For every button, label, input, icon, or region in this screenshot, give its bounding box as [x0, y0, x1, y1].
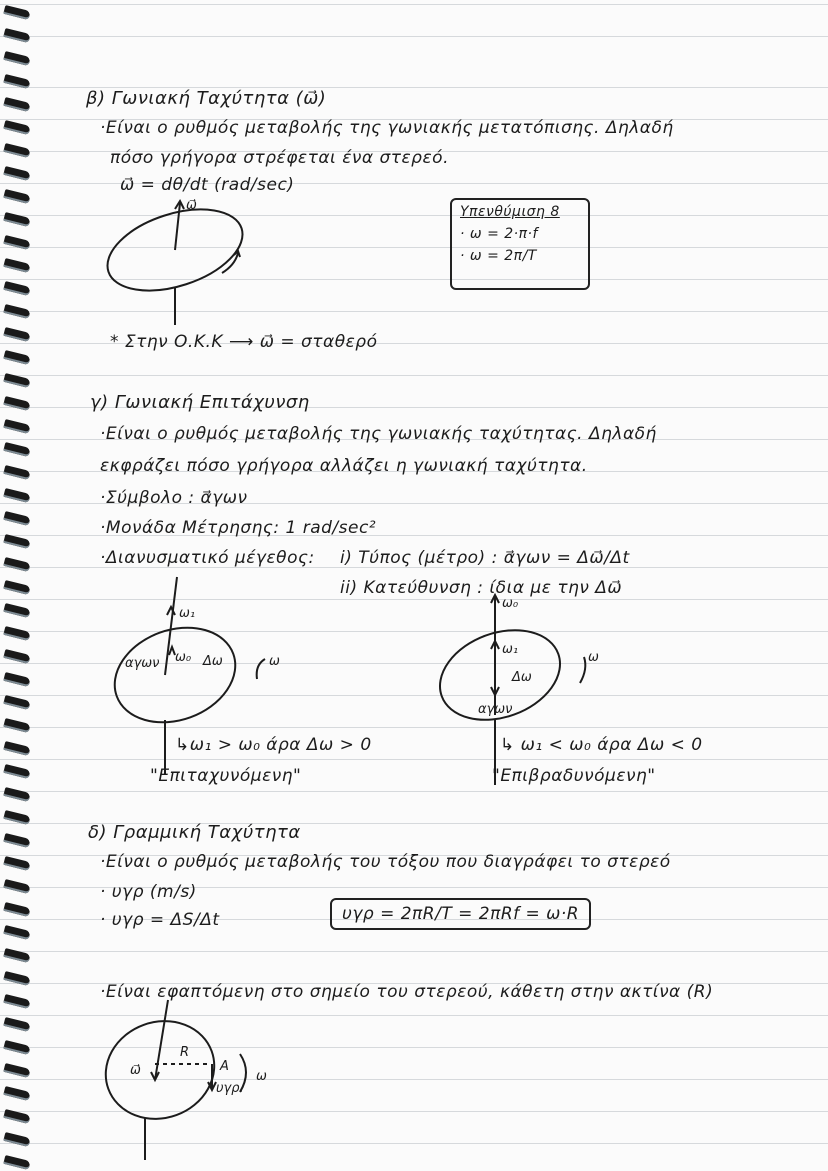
svg-text:Δω: Δω — [512, 670, 532, 685]
section-b-note: * Στην Ο.Κ.Κ ⟶ ω⃗ = σταθερό — [110, 332, 378, 352]
svg-text:ω⃗: ω⃗ — [186, 198, 197, 213]
section-d-heading: δ) Γραμμική Ταχύτητα — [88, 822, 301, 843]
spiral-ring — [3, 626, 30, 641]
spiral-ring — [3, 1109, 30, 1124]
spiral-ring — [3, 465, 30, 480]
section-c-vector: ·Διανυσματικό μέγεθος: — [100, 548, 315, 568]
spiral-ring — [3, 718, 30, 733]
spiral-ring — [3, 1063, 30, 1078]
spiral-ring — [3, 833, 30, 848]
accelerating-caption: ↳ω₁ > ω₀ άρα Δω > 0 — [175, 735, 372, 755]
spiral-ring — [3, 557, 30, 572]
section-c-heading: γ) Γωνιακή Επιτάχυνση — [90, 392, 310, 413]
spiral-ring — [3, 580, 30, 595]
decelerating-caption: ↳ ω₁ < ω₀ άρα Δω < 0 — [500, 735, 703, 755]
decelerating-label: "Επιβραδυνόμενη" — [492, 766, 656, 786]
section-b-line2: πόσο γρήγορα στρέφεται ένα στερεό. — [110, 148, 449, 168]
svg-text:αγων: αγων — [478, 702, 513, 717]
spiral-ring — [3, 97, 30, 112]
section-b-line1: ·Είναι ο ρυθμός μεταβολής της γωνιακής μετατόπισης. Δηλαδή — [100, 118, 674, 138]
decelerating-diagram — [430, 595, 630, 785]
section-b-formula: ω⃗ = dθ/dt (rad/sec) — [120, 175, 295, 195]
spiral-ring — [3, 695, 30, 710]
spiral-ring — [3, 764, 30, 779]
spiral-ring — [3, 419, 30, 434]
spiral-ring — [3, 28, 30, 43]
accelerating-label: "Επιταχυνόμενη" — [150, 766, 302, 786]
reminder-box — [450, 198, 590, 290]
section-c-line2: εκφράζει πόσο γρήγορα αλλάζει η γωνιακή ταχύτητα. — [100, 456, 588, 476]
linear-velocity-formula: υγρ = 2πR/T = 2πRf = ω·R — [342, 904, 580, 924]
spiral-ring — [3, 925, 30, 940]
svg-text:ω⃗: ω⃗ — [130, 1063, 141, 1078]
spiral-ring — [3, 212, 30, 227]
spiral-ring — [3, 1086, 30, 1101]
spiral-ring — [3, 442, 30, 457]
spiral-ring — [3, 51, 30, 66]
svg-text:ω: ω — [269, 654, 280, 669]
spiral-ring — [3, 856, 30, 871]
svg-text:R: R — [180, 1045, 190, 1060]
section-d-unit: · υγρ (m/s) — [100, 882, 197, 902]
section-c-unit: ·Μονάδα Μέτρησης: 1 rad/sec² — [100, 518, 377, 538]
svg-text:A: A — [220, 1059, 229, 1074]
section-c-item-ii: ii) Κατεύθυνση : ίδια με την Δω⃗ — [340, 578, 623, 598]
spiral-ring — [3, 649, 30, 664]
svg-text:ω: ω — [588, 650, 599, 665]
svg-text:ω₁: ω₁ — [179, 606, 196, 621]
spiral-ring — [3, 1017, 30, 1032]
spiral-ring — [3, 258, 30, 273]
spiral-ring — [3, 511, 30, 526]
section-c-item-i: i) Τύπος (μέτρο) : α⃗γων = Δω⃗/Δt — [340, 548, 630, 568]
spiral-ring — [3, 603, 30, 618]
linear-velocity-box — [330, 898, 591, 930]
spiral-ring — [3, 396, 30, 411]
spiral-ring — [3, 235, 30, 250]
section-c-symbol: ·Σύμβολο : α⃗γων — [100, 488, 248, 508]
svg-text:ω₀: ω₀ — [175, 650, 192, 665]
linear-velocity-diagram — [100, 1000, 320, 1160]
spiral-binding — [0, 0, 34, 1171]
spiral-ring — [3, 741, 30, 756]
section-d-formula: · υγρ = ΔS/Δt — [100, 910, 220, 930]
spiral-ring — [3, 120, 30, 135]
section-b-heading: β) Γωνιακή Ταχύτητα (ω⃗) — [86, 88, 327, 109]
spiral-ring — [3, 948, 30, 963]
spiral-ring — [3, 1155, 30, 1170]
section-c-line1: ·Είναι ο ρυθμός μεταβολής της γωνιακής ταχύτητας. Δηλαδή — [100, 424, 657, 444]
svg-text:Δω: Δω — [203, 654, 223, 669]
section-d-line2: ·Είναι εφαπτόμενη στο σημείο του στερεού, κάθετη στην ακτίνα (R) — [100, 982, 714, 1002]
spiral-ring — [3, 143, 30, 158]
spiral-ring — [3, 350, 30, 365]
svg-text:ω₁: ω₁ — [502, 642, 519, 657]
spiral-ring — [3, 327, 30, 342]
section-d-line1: ·Είναι ο ρυθμός μεταβολής του τόξου που διαγράφει το στερεό — [100, 852, 671, 872]
spiral-ring — [3, 304, 30, 319]
reminder-title: Υπενθύμιση 8 — [460, 204, 560, 220]
spiral-ring — [3, 534, 30, 549]
rotation-diagram-omega — [100, 195, 260, 325]
spiral-ring — [3, 971, 30, 986]
spiral-ring — [3, 994, 30, 1009]
spiral-ring — [3, 189, 30, 204]
spiral-ring — [3, 1132, 30, 1147]
spiral-ring — [3, 879, 30, 894]
spiral-ring — [3, 787, 30, 802]
spiral-ring — [3, 488, 30, 503]
spiral-ring — [3, 74, 30, 89]
reminder-line2: · ω = 2π/T — [460, 248, 537, 264]
svg-text:υγρ.: υγρ. — [216, 1081, 244, 1096]
spiral-ring — [3, 810, 30, 825]
svg-text:ω: ω — [256, 1069, 267, 1084]
spiral-ring — [3, 5, 30, 20]
spiral-ring — [3, 672, 30, 687]
svg-text:αγων: αγων — [125, 656, 160, 671]
spiral-ring — [3, 902, 30, 917]
reminder-line1: · ω = 2·π·f — [460, 226, 538, 242]
spiral-ring — [3, 281, 30, 296]
spiral-ring — [3, 1040, 30, 1055]
spiral-ring — [3, 373, 30, 388]
svg-text:ω₀: ω₀ — [502, 596, 519, 611]
spiral-ring — [3, 166, 30, 181]
